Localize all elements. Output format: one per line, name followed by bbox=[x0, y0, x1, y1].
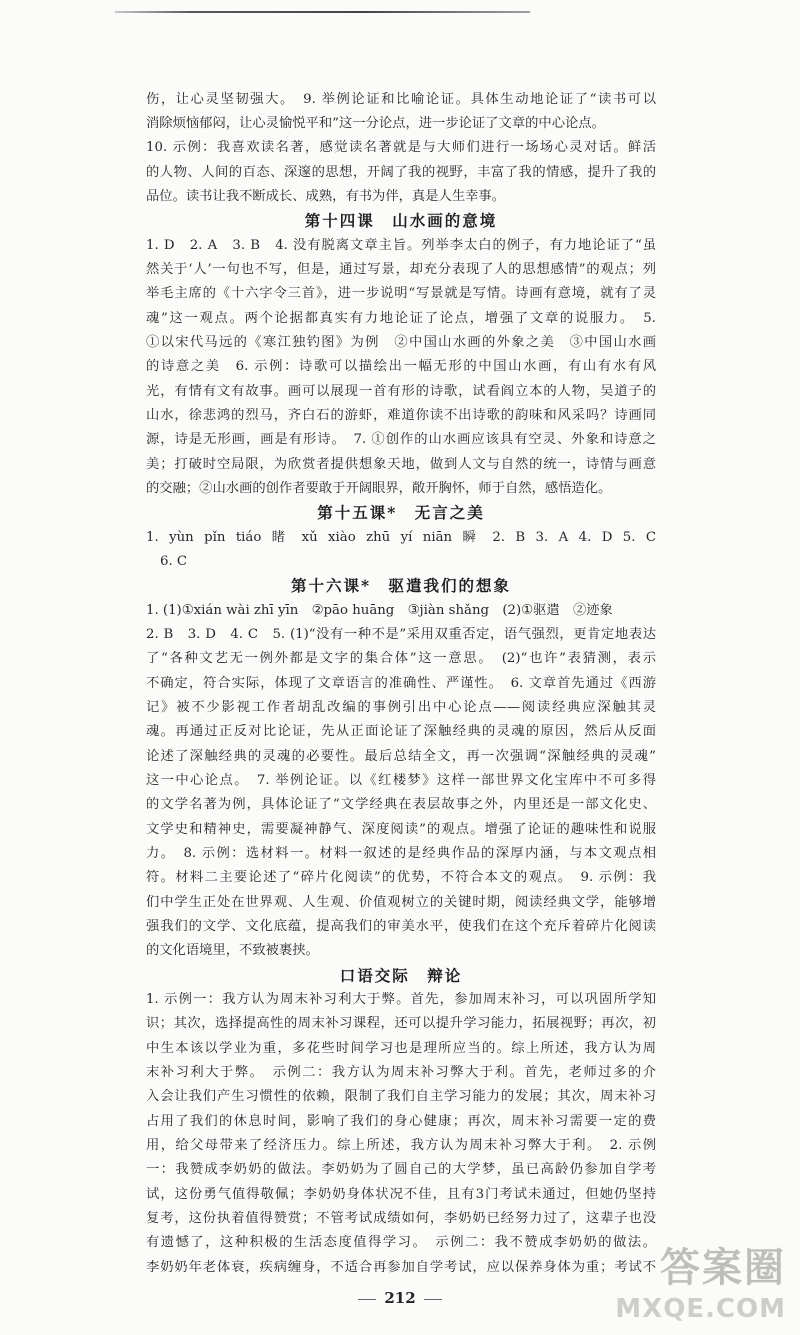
text-line: 然关于‘人’一句也不写，但是，通过写景，却充分表现了人的思想感情”的观点；列 bbox=[146, 262, 656, 278]
text-line: 强我们的文学、文化底蕴，提高我们的审美水平，使我们在这个充斥着碎片化阅读 bbox=[146, 918, 656, 934]
text-line: 伤，让心灵坚韧强大。 9. 举例论证和比喻论证。具体生动地论证了“读书可以 bbox=[146, 91, 656, 107]
text-line: 论述了深触经典的灵魂的必要性。最后总结全文，再一次强调“深触经典的灵魂” bbox=[146, 748, 656, 764]
text-line: 1. D 2. A 3. B 4. 没有脱离文章主旨。列举李太白的例子，有力地论证了“虽 bbox=[146, 237, 656, 253]
text-line: 魂。再通过正反对比论证，先从正面论证了深触经典的灵魂的原因，然后从反面 bbox=[146, 724, 656, 740]
text-line: 1. (1)①xián wài zhī yīn ②pāo huāng ③jiàn shǎng (2)①驱遣 ②迹象 bbox=[146, 602, 613, 618]
text-line: 的人物、人间的百态、深邃的思想，开阔了我的视野，丰富了我的情感，提升了我的 bbox=[146, 164, 656, 180]
text-line: 文学史和精神史，需要凝神静气、深度阅读”的观点。增强了论证的趣味性和说服 bbox=[146, 821, 656, 837]
lesson-heading: 口语交际 辩论 bbox=[339, 965, 463, 985]
text-line: 10. 示例：我喜欢读名著，感觉读名著就是与大师们进行一场场心灵对话。鲜活 bbox=[146, 140, 656, 156]
text-line: 力。 8. 示例：选材料一。材料一叙述的是经典作品的深厚内涵，与本文观点相 bbox=[146, 845, 656, 861]
text-line: 记》被不少影视工作者胡乱改编的事例引出中心论点——阅读经典应深触其灵 bbox=[146, 700, 656, 715]
page-number-dash-left bbox=[358, 1299, 376, 1300]
text-line: 源，诗是无形画，画是有形诗。 7. ①创作的山水画应该具有空灵、外象和诗意之 bbox=[146, 432, 656, 448]
lesson-heading: 第十五课* 无言之美 bbox=[317, 503, 485, 523]
intro-section bbox=[146, 88, 656, 210]
text-line: 这一中心论点。 7. 举例论证。以《红楼梦》这样一部世界文化宝库中不可多得 bbox=[146, 772, 656, 788]
text-line: 品位。读书让我不断成长、成熟，有书为伴，真是人生幸事。 bbox=[146, 189, 506, 205]
page-number-dash-right bbox=[424, 1299, 442, 1300]
text-line: ①以宋代马远的《寒江独钓图》为例 ②中国山水画的外象之美 ③中国山水画 bbox=[146, 335, 656, 351]
text-line: 符。材料二主要论述了“碎片化阅读”的优势，不符合本文的观点。 9. 示例：我 bbox=[146, 870, 656, 886]
watermark-logo-text: 答案圈 bbox=[660, 1245, 786, 1291]
text-line: 占用了我们的休息时间，影响了我们的身心健康；再次，周末补习需要一定的费 bbox=[146, 1113, 656, 1129]
text-line: 复考，这份执着值得赞赏；不管考试成绩如何，李奶奶已经努力过了，这辈子也没 bbox=[146, 1210, 656, 1226]
text-line: 用，给父母带来了经济压力。综上所述，我方认为周末补习弊大于利。 2. 示例 bbox=[146, 1137, 656, 1153]
text-line: 2. B 3. D 4. C 5. (1)“没有一种不是”采用双重否定，语气强烈，更肯定地表达 bbox=[146, 627, 656, 643]
text-line: 举毛主席的《十六字令三首》，进一步说明“写景就是写情。诗画有意境，就有了灵 bbox=[146, 286, 656, 302]
text-line: 1. 示例一：我方认为周末补习利大于弊。首先，参加周末补习，可以巩固所学知 bbox=[146, 991, 656, 1007]
text-line: 山水，徐悲鸿的烈马，齐白石的游虾，难道你读不出诗歌的韵味和风采吗？诗画同 bbox=[146, 408, 656, 424]
text-line: 美；打破时空局限，为欣赏者提供想象天地，做到人文与自然的统一，诗情与画意 bbox=[146, 456, 656, 472]
text-line: 的交融；②山水画的创作者要敢于开阔眼界，敞开胸怀，师于自然，感悟造化。 bbox=[146, 481, 612, 497]
top-rule bbox=[115, 11, 530, 13]
watermark-site-text: MXQE.COM bbox=[615, 1294, 786, 1324]
text-line: 有遗憾了，这种积极的生活态度值得学习。 示例二：我不赞成李奶奶的做法。 bbox=[146, 1235, 656, 1251]
lesson-heading: 第十四课 山水画的意境 bbox=[304, 211, 498, 231]
text-line: 1. yùn pǐn tiáo 睹 xǔ xiào zhū yí niān 瞬 2. B 3. A 4. D 5. C bbox=[146, 529, 656, 545]
watermark-logo bbox=[556, 1244, 786, 1332]
page-body bbox=[146, 88, 656, 1280]
text-line: 李奶奶年老体衰，疾病缠身，不适合再参加自学考试，应以保养身体为重；考试不 bbox=[146, 1259, 656, 1275]
text-line: 中生本该以学业为重，多花些时间学习也是理所应当的。综上所述，我方认为周 bbox=[146, 1040, 656, 1056]
text-line: 魂”这一观点。两个论据都真实有力地论证了论点，增强了文章的说服力。 5. bbox=[146, 310, 656, 326]
text-line: 了“各种文艺无一例外都是文字的集合体”这一意思。 (2)“也许”表猜测，表示 bbox=[146, 651, 656, 667]
text-line: 的诗意之美 6. 示例：诗歌可以描绘出一幅无形的中国山水画，有山有水有风 bbox=[146, 359, 656, 375]
text-line: 消除烦恼郁闷，让心灵愉悦平和”这一分论点，进一步论证了文章的中心论点。 bbox=[146, 116, 605, 132]
text-line: 6. C bbox=[160, 554, 188, 570]
text-line: 一：我赞成李奶奶的做法。李奶奶为了圆自己的大学梦，虽已高龄仍参加自学考 bbox=[146, 1162, 656, 1178]
text-line: 不确定，符合实际，体现了文章语言的准确性、严谨性。 6. 文章首先通过《西游 bbox=[146, 675, 656, 691]
text-line: 识；其次，选择提高性的周末补习课程，还可以提升学习能力，拓展视野；再次，初 bbox=[146, 1016, 656, 1032]
text-line: 光，有情有文有故事。画可以展现一首有形的诗歌，试看阎立本的人物，吴道子的 bbox=[146, 383, 656, 399]
oral-section bbox=[146, 964, 656, 1280]
page-number-text: 212 bbox=[384, 1289, 416, 1307]
lesson-15-section bbox=[146, 501, 656, 574]
text-line: 们中学生正处在世界观、人生观、价值观树立的关键时期，阅读经典文学，能够增 bbox=[146, 894, 656, 910]
text-line: 入会让我们产生习惯性的依赖，限制了我们自主学习能力的发展；其次，周末补习 bbox=[146, 1089, 656, 1105]
text-line: 的文化语境里，不致被裹挟。 bbox=[146, 943, 319, 959]
text-line: 的文学名著为例，具体论证了“文学经典在表层故事之外，内里还是一部文化史、 bbox=[146, 797, 656, 813]
text-line: 试，这份勇气值得敬佩；李奶奶身体状况不佳，且有3门考试未通过，但她仍坚持 bbox=[146, 1186, 656, 1202]
text-line: 末补习利大于弊。 示例二：我方认为周末补习弊大于利。首先，老师过多的介 bbox=[146, 1064, 656, 1080]
lesson-14-section bbox=[146, 209, 656, 501]
lesson-16-section bbox=[146, 574, 656, 963]
lesson-heading: 第十六课* 驱遣我们的想象 bbox=[290, 576, 512, 596]
